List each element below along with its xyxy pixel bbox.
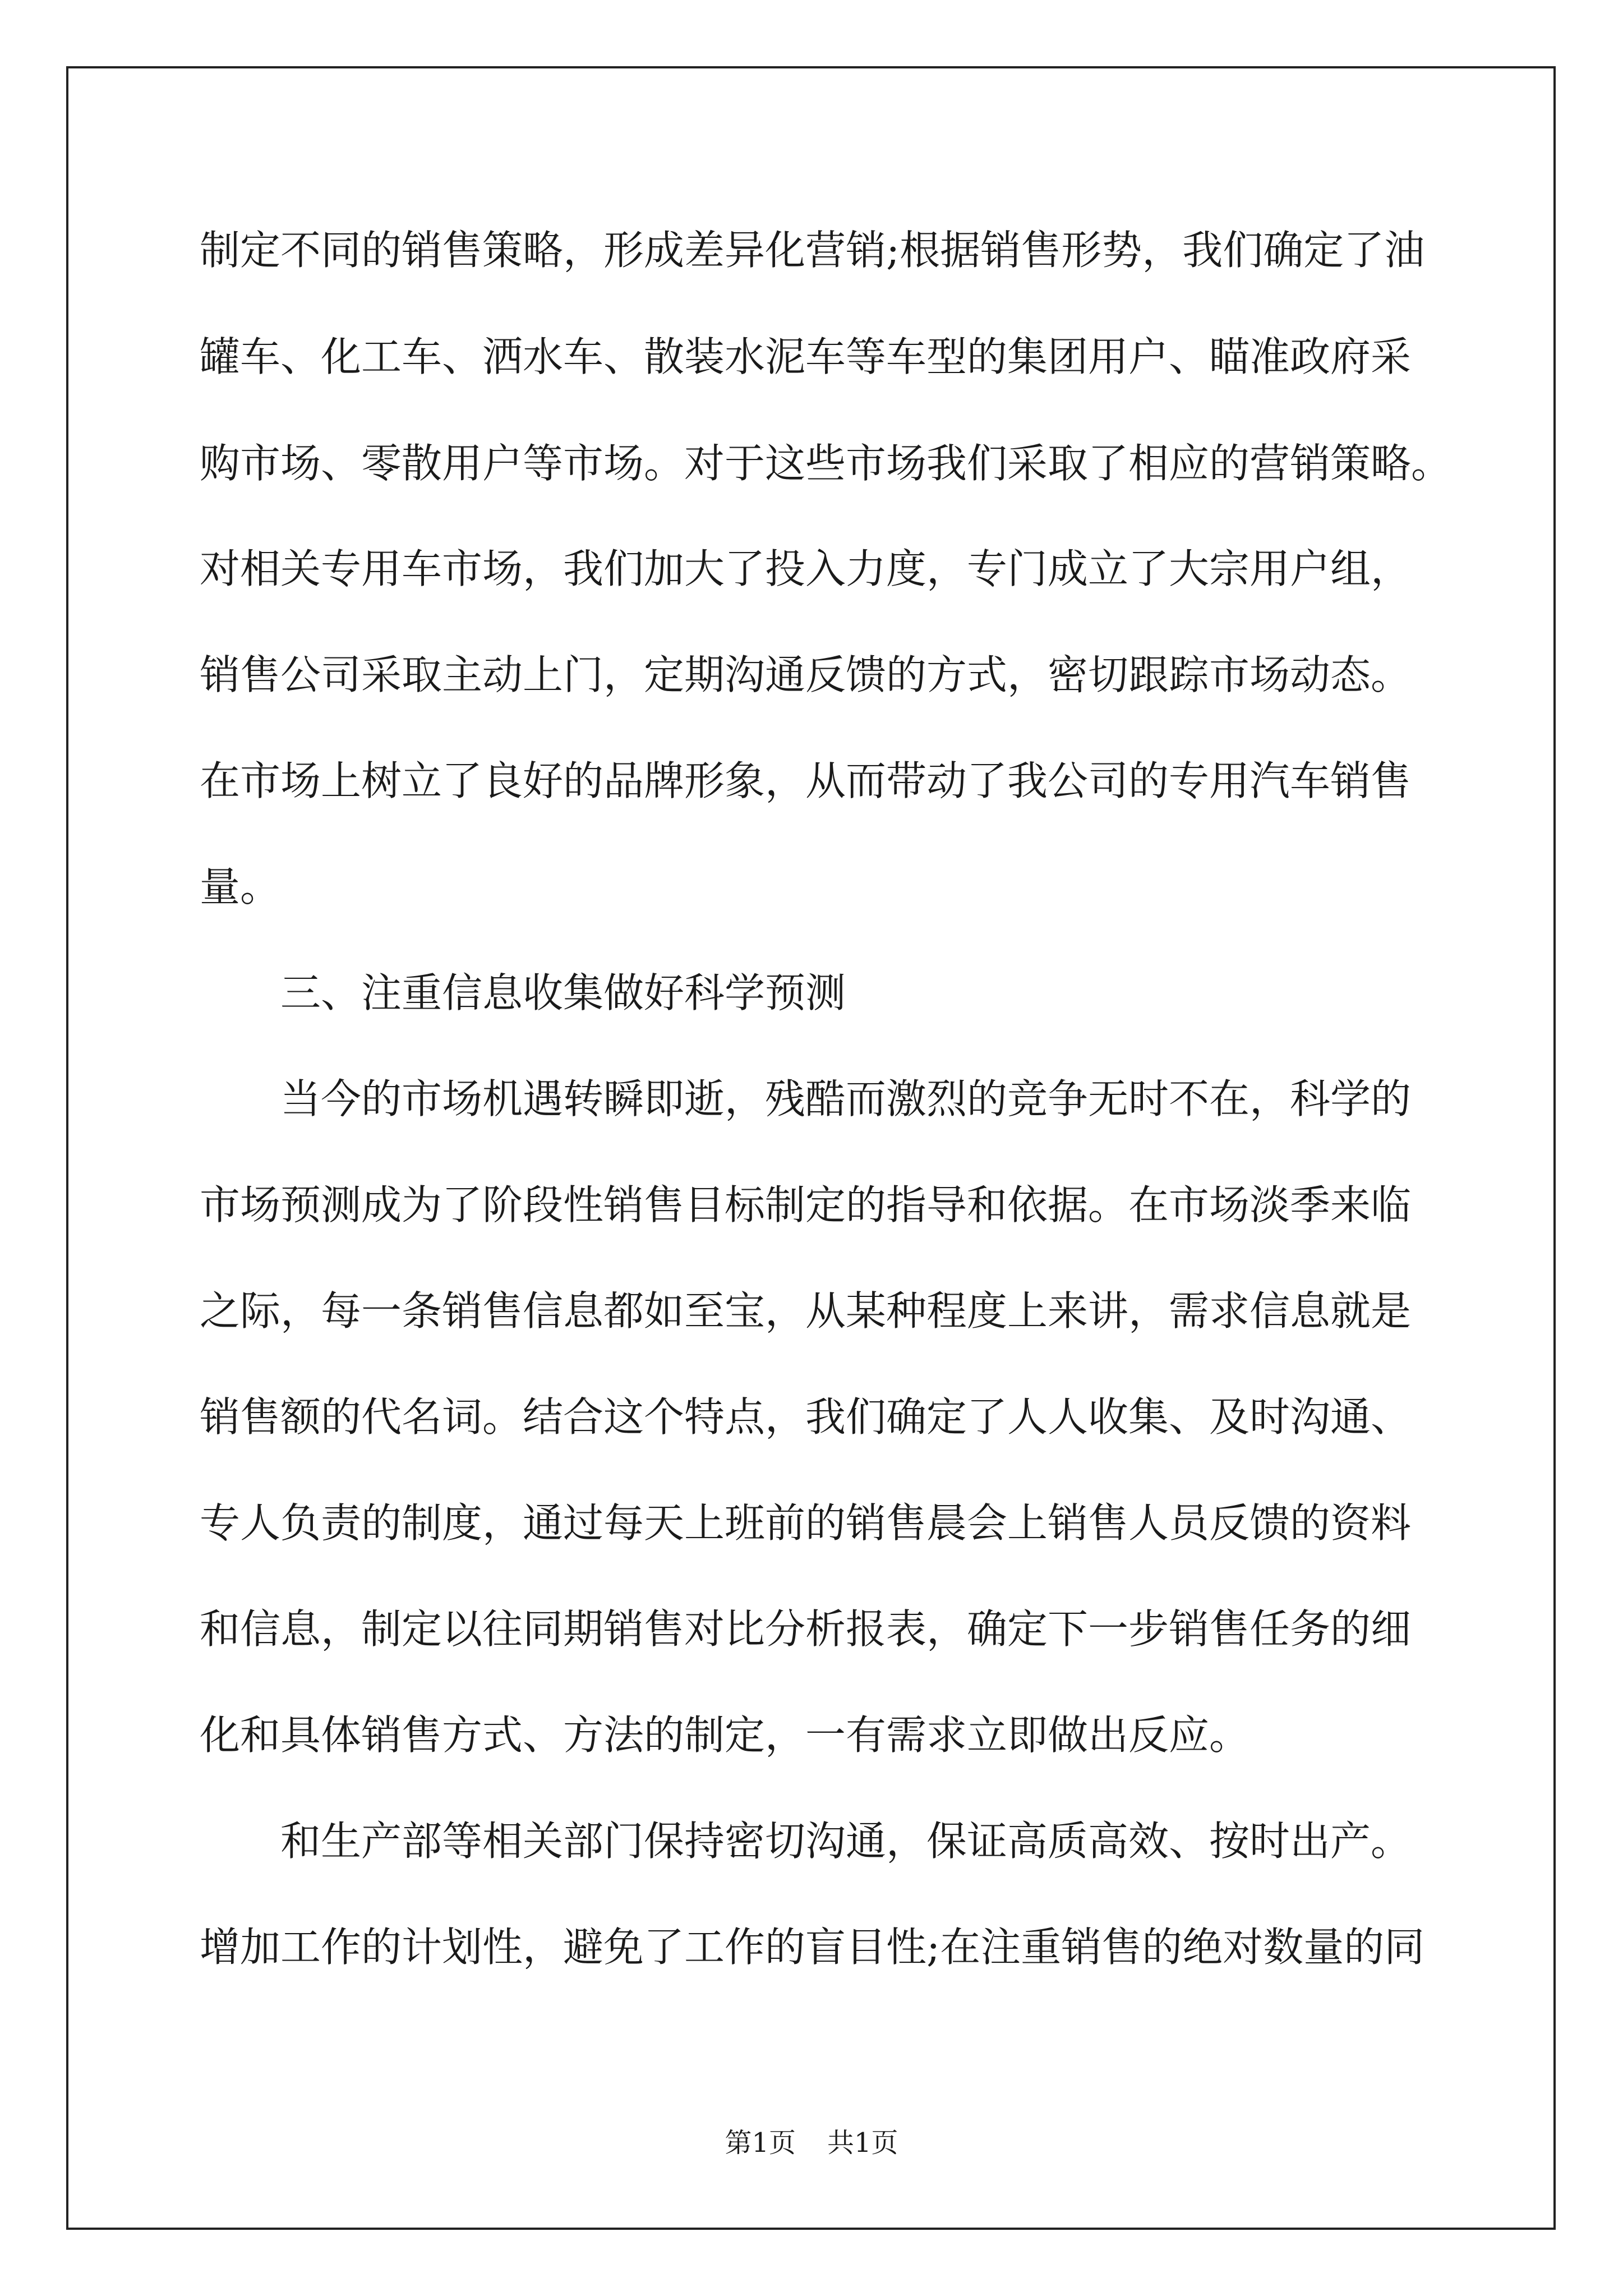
body-line-5: 销售公司采取主动上门，定期沟通反馈的方式，密切跟踪市场动态。: [200, 651, 1412, 698]
body-line-14: 和信息，制定以往同期销售对比分析报表，确定下一步销售任务的细: [200, 1605, 1412, 1653]
body-line-6: 在市场上树立了良好的品牌形象，从而带动了我公司的专用汽车销售: [200, 757, 1412, 804]
body-line-2: 罐车、化工车、洒水车、散装水泥车等车型的集团用户、瞄准政府采: [200, 333, 1412, 380]
page-total: 共1页: [827, 2127, 898, 2159]
page-number: 第1页: [725, 2127, 796, 2159]
body-line-13: 专人负责的制度，通过每天上班前的销售晨会上销售人员反馈的资料: [200, 1499, 1412, 1547]
body-line-9: 当今的市场机遇转瞬即逝，残酷而激烈的竞争无时不在，科学的: [280, 1075, 1412, 1122]
body-line-11: 之际，每一条销售信息都如至宝，从某种程度上来讲，需求信息就是: [200, 1287, 1412, 1335]
page-footer: [0, 2127, 1623, 2159]
body-line-3: 购市场、零散用户等市场。对于这些市场我们采取了相应的营销策略。: [200, 440, 1452, 487]
page-border: [66, 66, 1556, 2230]
body-line-12: 销售额的代名词。结合这个特点，我们确定了人人收集、及时沟通、: [200, 1393, 1412, 1441]
body-line-4: 对相关专用车市场，我们加大了投入力度，专门成立了大宗用户组，: [200, 545, 1412, 592]
body-line-10: 市场预测成为了阶段性销售目标制定的指导和依据。在市场淡季来临: [200, 1181, 1412, 1228]
body-line-1: 制定不同的销售策略，形成差异化营销;根据销售形势，我们确定了油: [200, 227, 1425, 274]
body-line-17: 增加工作的计划性，避免了工作的盲目性;在注重销售的绝对数量的同: [200, 1924, 1425, 1971]
section-heading: 三、注重信息收集做好科学预测: [280, 969, 846, 1016]
body-line-15: 化和具体销售方式、方法的制定，一有需求立即做出反应。: [200, 1711, 1250, 1759]
body-line-16: 和生产部等相关部门保持密切沟通，保证高质高效、按时出产。: [280, 1818, 1412, 1865]
body-line-7: 量。: [200, 863, 281, 910]
